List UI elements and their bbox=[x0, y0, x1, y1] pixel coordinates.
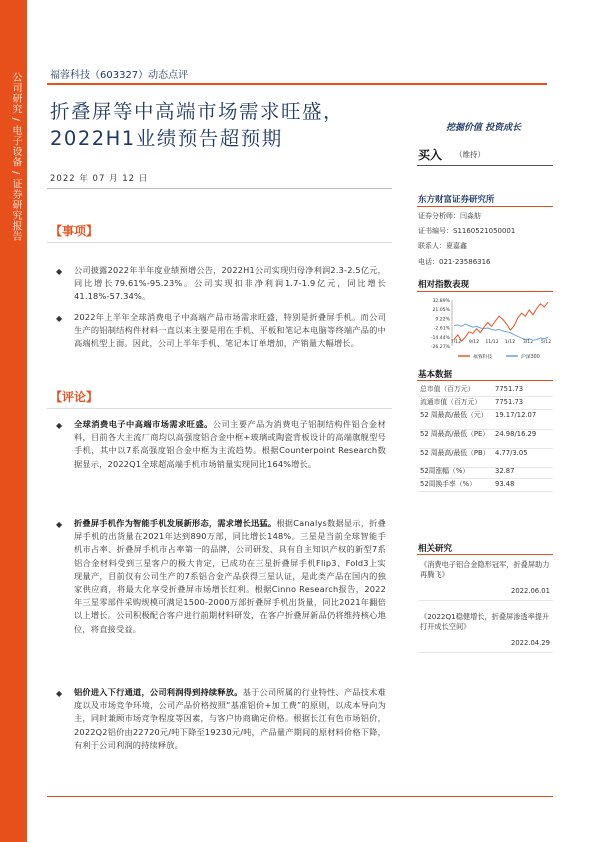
event-paragraph-2: 2022年上半年全球消费电子中高端产品市场需求旺盛，特别是折叠屏手机。而公司生产的铝制结构件材料一直以来主要是用在手机、平板和笔记本电脑等终端产品的中高端机型上面。因此，公司上半年手机、笔记本订单增加，产销量大幅增长。 bbox=[74, 312, 386, 349]
chart-section-divider bbox=[417, 291, 553, 292]
related-research-separator bbox=[419, 600, 553, 601]
chart-y-tick-label: 9.22% bbox=[435, 317, 450, 323]
cert-number: 证书编号：S1160521050001 bbox=[418, 227, 516, 235]
chart-series-line-index bbox=[454, 324, 548, 340]
related-research-divider bbox=[417, 554, 553, 555]
key-data-value: 19.17/12.07 bbox=[495, 411, 537, 419]
bullet-icon: ◆ bbox=[56, 314, 63, 323]
related-research-title: 相关研究 bbox=[418, 544, 453, 554]
key-data-value: 32.87 bbox=[495, 467, 515, 475]
institute-name: 东方财富证券研究所 bbox=[418, 195, 495, 205]
key-data-label: 52 周最高/最低（PB） bbox=[420, 449, 490, 457]
event-paragraph-1: 公司披露2022年半年度业绩预增公告，2022H1公司实现归母净利润2.3-2.5亿元，同比增长79.61%-95.23%。公司实现扣非净利润1.7-1.9亿元，同比增长41.18%-57.34%。 bbox=[74, 265, 386, 302]
comments-section-divider bbox=[47, 408, 392, 409]
bullet-icon: ◆ bbox=[56, 421, 63, 430]
key-data-value: 7751.73 bbox=[495, 385, 524, 393]
chart-y-tick-label: -2.61% bbox=[433, 326, 450, 332]
rating-label: 买入 bbox=[418, 148, 443, 162]
key-data-divider bbox=[417, 380, 553, 381]
report-category-text: 公司研究 / 电子设备 / 证券研究报告 bbox=[10, 72, 21, 242]
comments-section-title: 【评论】 bbox=[50, 390, 99, 404]
chart-x-tick-label: 1/12 bbox=[504, 340, 516, 345]
chart-x-tick-label: 3/12 bbox=[522, 340, 534, 345]
related-research-title-item: 《2022Q1稳健增长，折叠屏渗透率提升打开成长空间》 bbox=[420, 612, 550, 631]
events-section-divider bbox=[47, 242, 392, 243]
chart-section-title: 相对指数表现 bbox=[418, 280, 470, 290]
chart-x-tick-label: 9/12 bbox=[468, 340, 480, 345]
date-divider bbox=[47, 188, 392, 189]
footer-divider bbox=[47, 796, 553, 797]
report-date: 2022 年 07 月 12 日 bbox=[50, 174, 149, 184]
key-data-title: 基本数据 bbox=[418, 370, 453, 380]
chart-x-tick-label: 7/12 bbox=[450, 340, 462, 345]
key-data-value: 93.48 bbox=[495, 480, 515, 488]
comment-paragraph-3 bbox=[74, 686, 386, 752]
report-title-line1: 折叠屏等中高端市场需求旺盛， bbox=[50, 100, 345, 123]
report-title-line2: 2022H1业绩预告超预期 bbox=[50, 127, 283, 150]
phone-number: 电话：021-23586316 bbox=[418, 258, 491, 266]
slogan: 挖掘价值 投资成长 bbox=[446, 123, 522, 133]
bullet-icon: ◆ bbox=[56, 267, 63, 276]
bullet-icon: ◆ bbox=[56, 520, 63, 529]
comment-lead: 折叠屏手机作为智能手机发展新形态，需求增长迅猛。 bbox=[74, 518, 277, 528]
contact-name: 联系人：夏嘉鑫 bbox=[418, 242, 467, 250]
key-data-label: 52周涨幅（%） bbox=[420, 467, 470, 475]
rating-divider bbox=[417, 165, 553, 166]
events-section-title: 【事项】 bbox=[50, 224, 99, 238]
chart-y-tick-label: -14.44% bbox=[430, 335, 450, 341]
key-data-separator bbox=[419, 409, 553, 410]
chart-legend-label: 福蓉科技 bbox=[473, 355, 493, 360]
chart-y-tick-label: 32.89% bbox=[432, 299, 450, 304]
related-research-date: 2022.04.29 bbox=[511, 639, 550, 647]
chart-y-tick-label: 21.05% bbox=[432, 308, 450, 314]
key-data-value: 4.77/3.05 bbox=[495, 449, 528, 457]
key-data-separator bbox=[419, 396, 553, 397]
chart-y-tick-label: -26.27% bbox=[430, 345, 450, 350]
comment-paragraph-2 bbox=[74, 517, 386, 636]
comment-body: 根据Canalys数据显示，折叠屏手机的出货量在2021年达到890万部，同比增长148%。三星是当前全球智能手机市占率、折叠屏手机市占率第一的品牌，公司研发、具有自主知识产权的新型7系铝合金材料受到三星客户的极大肯定，已成功在三星折叠屏手机Flip3、Fold3上实现量产，目前仅有公司生产的7系铝合金产品获得三星认证，是此类产品在国内的独家供应商，将最大化享受折叠屏市场增长红利。根据Cinno Research报告，2022年三星零部件采购规模可满足1500-2000万部折叠屏手机出货量，同比2021年翻倍以上增长。公司积极配合客户进行前期材料研发，在客户折叠屏新品仍将维持核心地位，将直接受益。 bbox=[74, 518, 386, 634]
comment-paragraph-1 bbox=[74, 418, 386, 471]
key-data-value: 24.98/16.29 bbox=[495, 430, 537, 438]
report-subhead: 福蓉科技（603327）动态点评 bbox=[50, 70, 189, 81]
comment-lead: 铝价进入下行通道，公司利润得到持续释放。 bbox=[74, 687, 243, 697]
chart-x-tick-label: 5/12 bbox=[540, 340, 552, 345]
comment-body: 基于公司所属的行业特性、产品技术难度以及市场竞争环境，公司产品价格按照“基准铝价+加工费”的原则，以成本导向为主，同时兼顾市场竞争程度等因素，与客户协商确定价格。根据长江有色市场铝价，2022Q2铝价由22720元/吨下降至19230元/吨，产品量产期间的原材料价格下降，有利于公司利润的持续释放。 bbox=[74, 687, 386, 750]
header-divider bbox=[47, 83, 547, 85]
chart-x-tick-label: 11/12 bbox=[485, 340, 499, 345]
bullet-icon: ◆ bbox=[56, 689, 63, 698]
key-data-separator bbox=[419, 478, 553, 479]
institute-divider bbox=[417, 206, 553, 207]
key-data-label: 52周换手率（%） bbox=[420, 480, 476, 488]
key-data-label: 流通市值（百万元） bbox=[420, 398, 482, 406]
related-research-title-item: 《消费电子铝合金隐形冠军，折叠屏助力再腾飞》 bbox=[420, 560, 550, 579]
key-data-label: 52 周最高/最低（PE） bbox=[420, 430, 490, 438]
key-data-separator bbox=[419, 491, 553, 492]
key-data-value: 7751.73 bbox=[495, 398, 524, 406]
comment-lead: 全球消费电子中高端市场需求旺盛。 bbox=[74, 419, 213, 429]
key-data-label: 总市值（百万元） bbox=[420, 385, 475, 393]
related-research-date: 2022.06.01 bbox=[511, 587, 550, 595]
related-research-separator bbox=[419, 652, 553, 653]
chart-series-line-stock bbox=[454, 302, 548, 341]
analyst-name: 证券分析师：闫淼舫 bbox=[418, 212, 481, 220]
chart-legend-label: 沪深300 bbox=[521, 355, 540, 360]
rating-sub: （维持） bbox=[455, 150, 485, 159]
key-data-label: 52 周最高/最低（元） bbox=[420, 411, 488, 419]
relative-index-chart bbox=[418, 296, 552, 362]
comment-body: 公司主要产品为消费电子铝制结构件铝合金材料，目前各大主流厂商均以高强度铝合金中框+玻璃或陶瓷背板设计的高端旗舰型号手机，其中以7系高强度铝合金中框为主流趋势。根据Counterpoint Research数据显示，2022Q1全球超高端手机市场销量实现同比164%增长。 bbox=[74, 419, 386, 469]
